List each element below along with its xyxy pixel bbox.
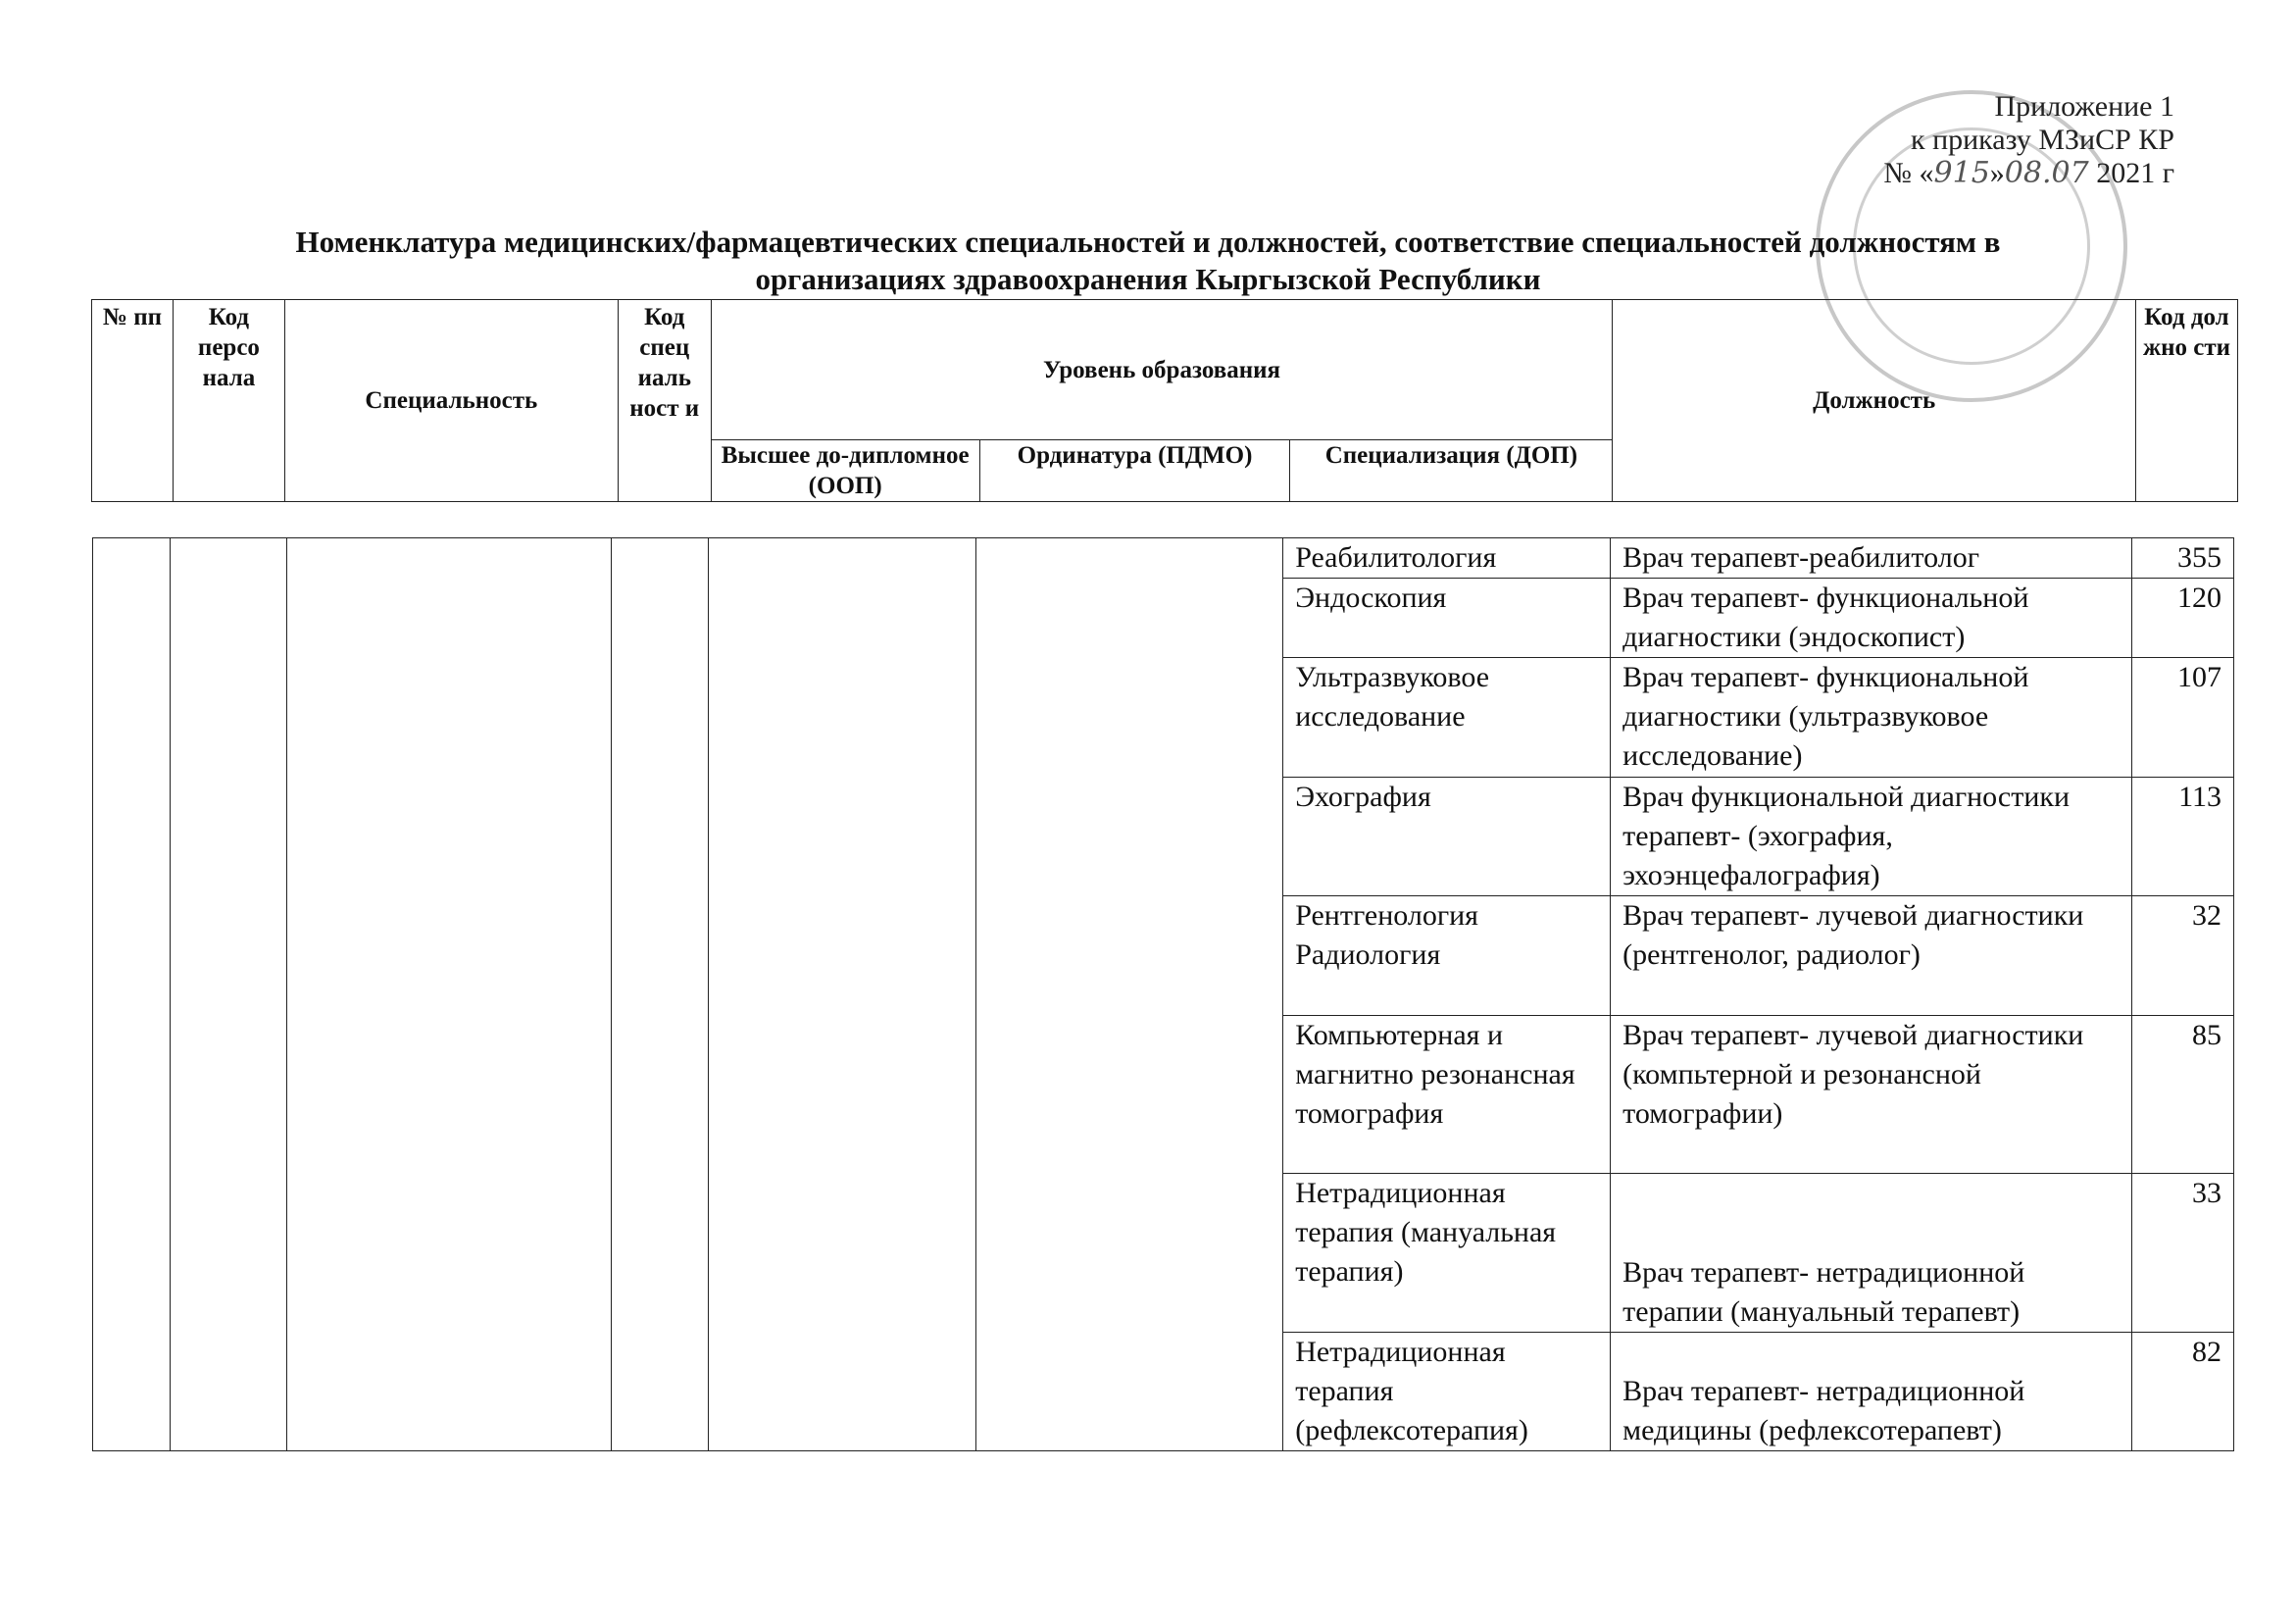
specialty-table <box>92 537 2234 1451</box>
position-cell: Врач терапевт- нетрадиционной медицины (рефлексотерапевт) <box>1611 1332 2132 1450</box>
specialization-cell: Эндоскопия <box>1283 579 1611 658</box>
empty-residency-cell <box>976 538 1283 1451</box>
position-code-cell: 32 <box>2131 896 2233 1015</box>
col-no: № пп <box>92 300 174 502</box>
position-cell: Врач терапевт- функциональной диагностики (ультразвуковое исследование) <box>1611 658 2132 777</box>
position-cell: Врач терапевт- лучевой диагностики (компьтерной и резонансной томографии) <box>1611 1015 2132 1174</box>
position-code-cell: 82 <box>2131 1332 2233 1450</box>
position-cell: Врач терапевт- лучевой диагностики (рентгенолог, радиолог) <box>1611 896 2132 1015</box>
header-table <box>91 299 2238 502</box>
handwritten-date: 08.07 <box>2004 156 2089 190</box>
appendix-block <box>1883 90 2174 190</box>
col-education-level: Уровень образования <box>711 300 1613 440</box>
empty-higher-education-cell <box>708 538 976 1451</box>
specialization-cell: Компьютерная и магнитно резонансная томография <box>1283 1015 1611 1174</box>
table-row <box>93 538 2234 579</box>
empty-specialty-code-cell <box>611 538 708 1451</box>
col-higher-education: Высшее до-дипломное (ООП) <box>711 440 979 502</box>
specialization-cell: Эхография <box>1283 777 1611 895</box>
empty-no-cell <box>93 538 171 1451</box>
position-code-cell: 85 <box>2131 1015 2233 1174</box>
position-cell: Врач терапевт-реабилитолог <box>1611 538 2132 579</box>
col-personnel-code: Код персо нала <box>173 300 284 502</box>
position-cell: Врач терапевт- нетрадиционной терапии (мануальный терапевт) <box>1611 1174 2132 1333</box>
col-specialty: Специальность <box>284 300 618 502</box>
specialization-cell: Нетрадиционная терапия (мануальная терапия) <box>1283 1174 1611 1333</box>
col-specialty-code: Код спец иаль ност и <box>618 300 711 502</box>
appendix-line2: к приказу МЗиСР КР <box>1911 124 2174 156</box>
specialization-cell: Реабилитология <box>1283 538 1611 579</box>
empty-specialty-cell <box>286 538 611 1451</box>
position-code-cell: 107 <box>2131 658 2233 777</box>
handwritten-number: 915 <box>1933 156 1990 190</box>
col-residency: Ординатура (ПДМО) <box>979 440 1290 502</box>
specialization-cell: Ультразвуковое исследование <box>1283 658 1611 777</box>
col-position: Должность <box>1613 300 2136 502</box>
position-code-cell: 113 <box>2131 777 2233 895</box>
position-code-cell: 355 <box>2131 538 2233 579</box>
empty-personnel-code-cell <box>170 538 286 1451</box>
position-cell: Врач терапевт- функциональной диагностики (эндоскопист) <box>1611 579 2132 658</box>
col-specialization: Специализация (ДОП) <box>1290 440 1613 502</box>
specialization-cell: Рентгенология Радиология <box>1283 896 1611 1015</box>
position-code-cell: 33 <box>2131 1174 2233 1333</box>
page-title: Номенклатура медицинских/фармацевтических специальностей и должностей, соответствие специальностей должностям в организациях здравоохранения Кыргызской Республики <box>295 225 2001 296</box>
col-position-code: Код дол жно сти <box>2135 300 2237 502</box>
appendix-order-number: № «915»08.07 2021 г <box>1883 156 2174 190</box>
position-cell: Врач функциональной диагностики терапевт- (эхография, эхоэнцефалография) <box>1611 777 2132 895</box>
appendix-line1: Приложение 1 <box>1994 90 2174 123</box>
position-code-cell: 120 <box>2131 579 2233 658</box>
specialization-cell: Нетрадиционная терапия (рефлексотерапия) <box>1283 1332 1611 1450</box>
